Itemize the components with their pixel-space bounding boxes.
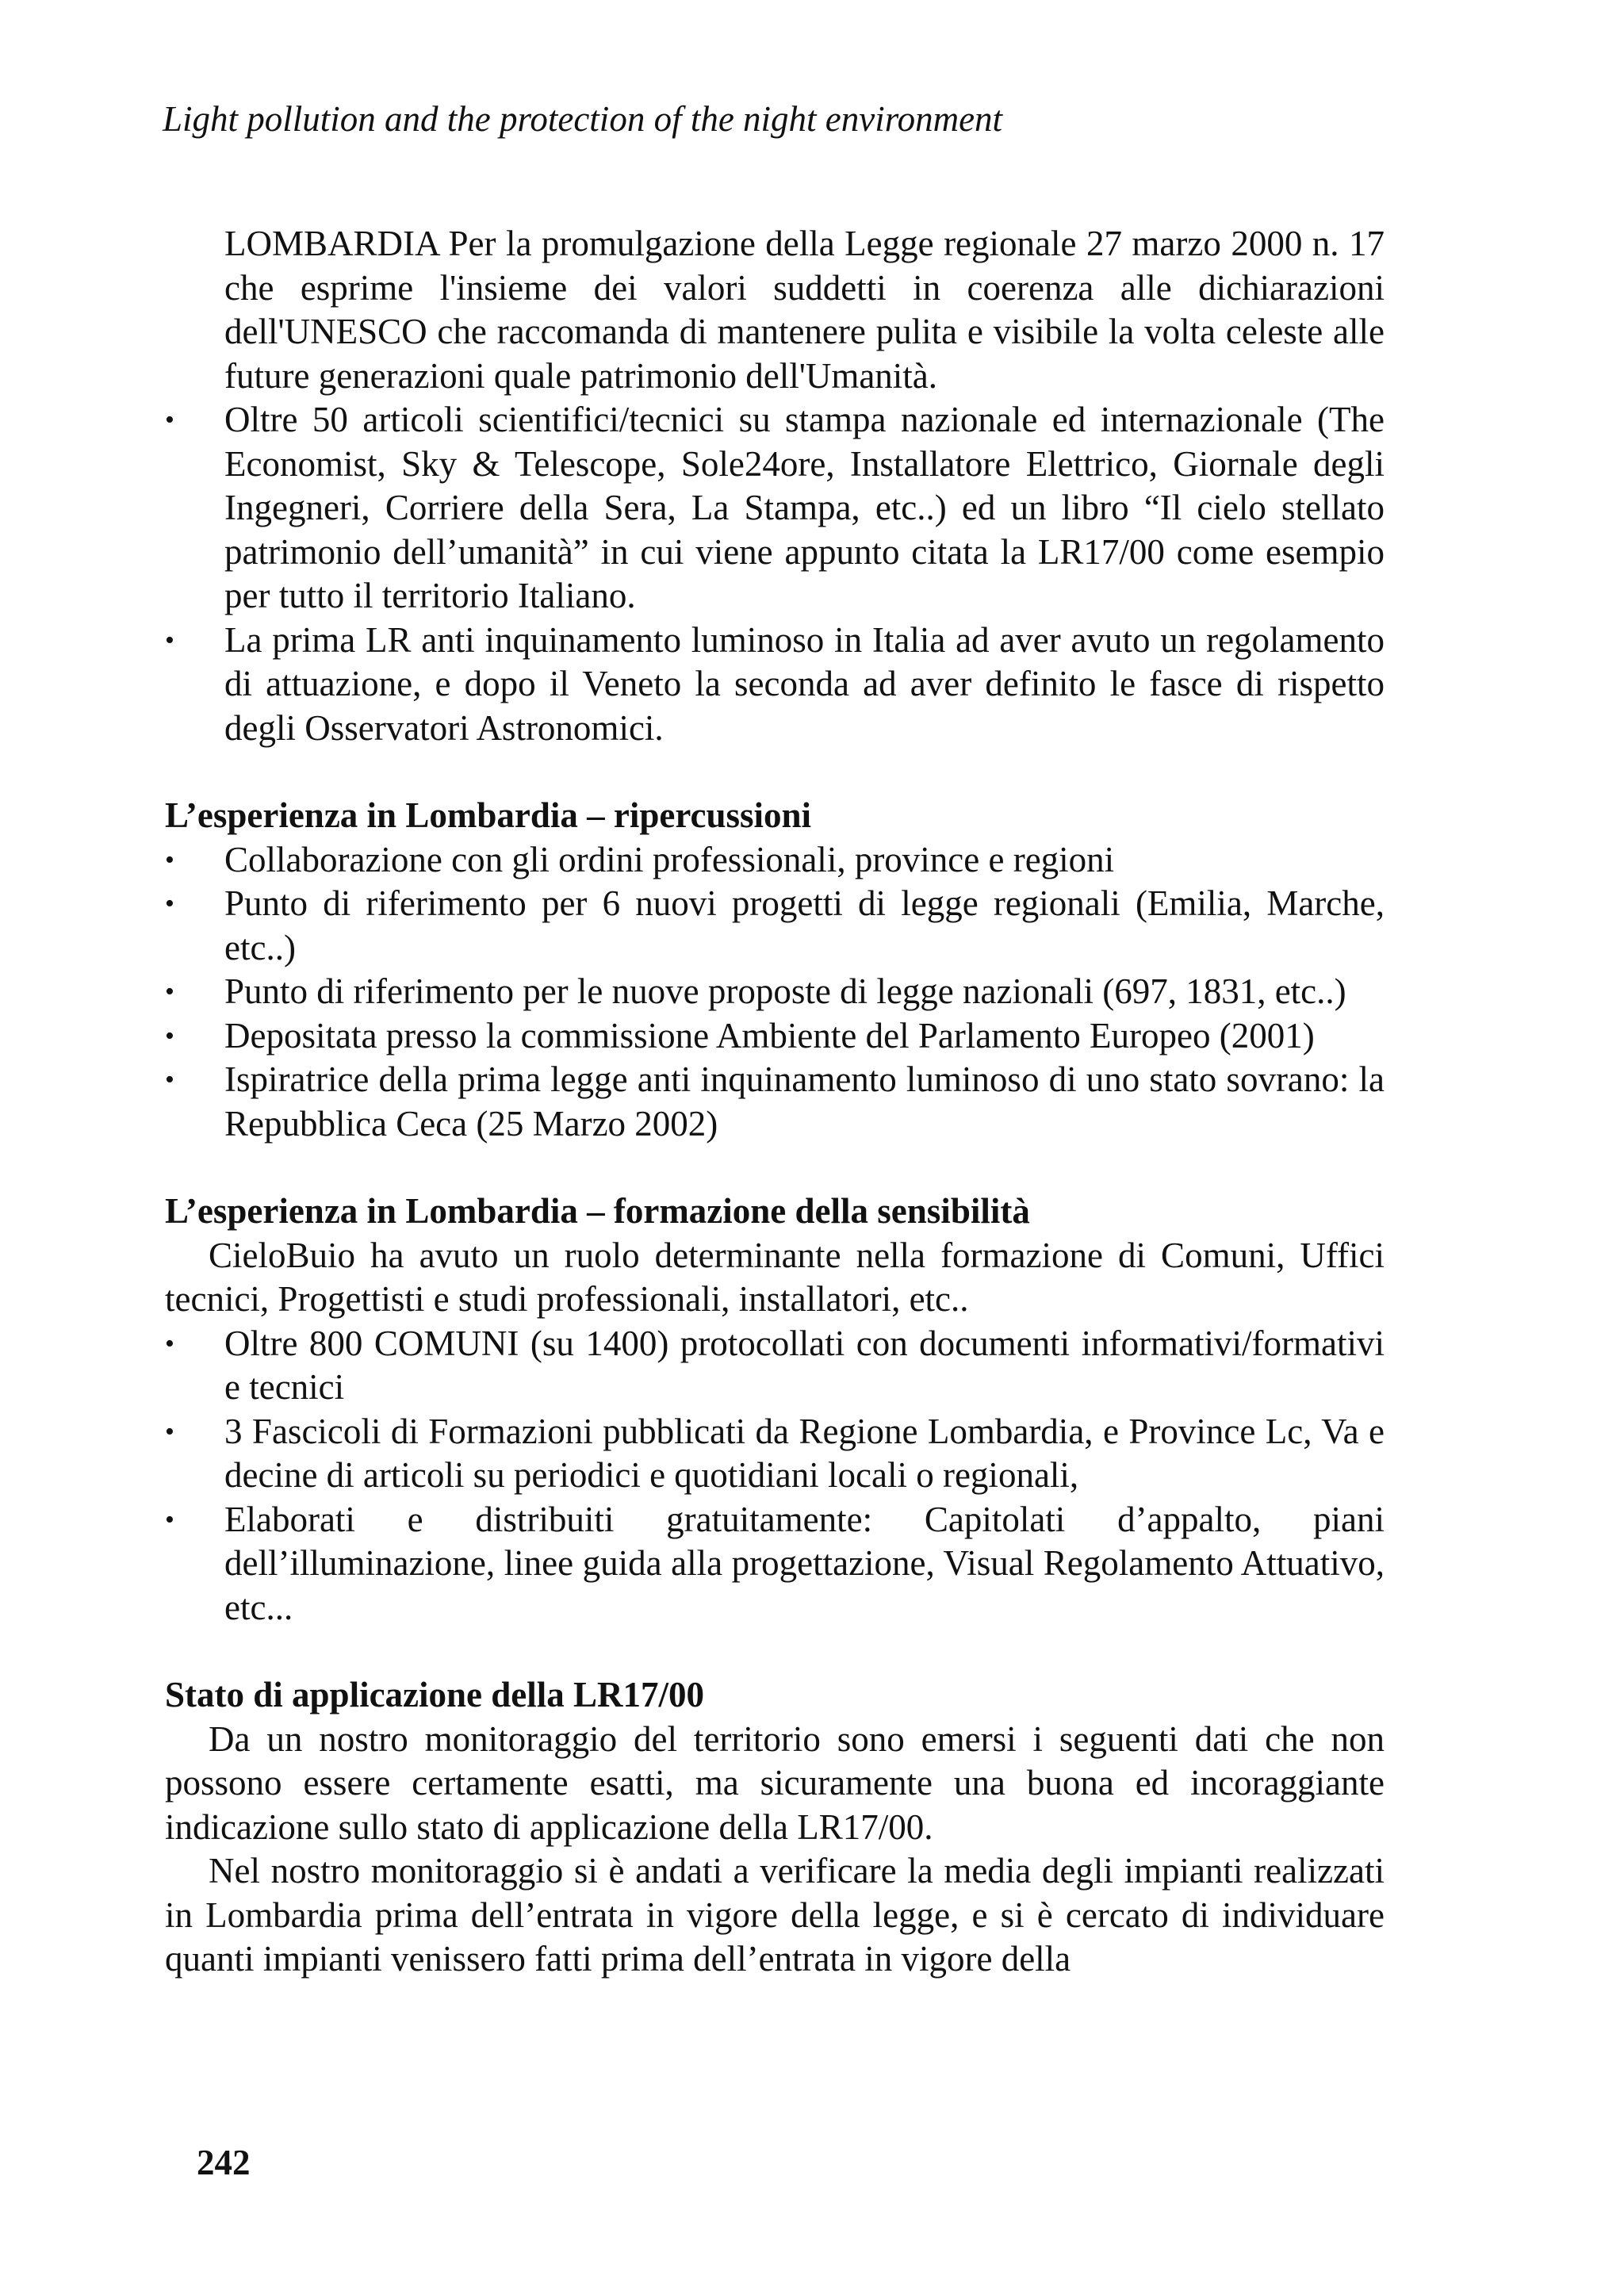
list-item-text: Ispiratrice della prima legge anti inquinamento luminoso di uno stato sovrano: la Repubblica Ceca (25 Marzo 2002) [224, 1059, 1385, 1144]
list-item [165, 970, 1385, 1014]
list-item-text: La prima LR anti inquinamento luminoso in Italia ad aver avuto un regolamento di attuazione, e dopo il Veneto la seconda ad aver definito le fasce di rispetto degli Osservatori Astronomici. [224, 619, 1385, 748]
intro-bullet-list [165, 398, 1385, 750]
section-heading-ripercussioni: L’esperienza in Lombardia – ripercussioni [165, 795, 812, 835]
stato-paragraph: Nel nostro monitoraggio si è andati a verificare la media degli impianti realizzati in Lombardia prima dell’entrata in vigore della legge, e si è cercato di individuare quanti impianti venissero fatti prima dell’entrata in vigore della [165, 1851, 1385, 1979]
bullet-icon: • [165, 1328, 174, 1358]
bullet-icon: • [165, 625, 174, 655]
bullet-icon: • [165, 845, 174, 875]
bullet-icon: • [165, 977, 174, 1006]
list-item [165, 1410, 1385, 1498]
intro-continuation: LOMBARDIA Per la promulgazione della Legge regionale 27 marzo 2000 n. 17 che esprime l'insieme dei valori suddetti in coerenza alle dichiarazioni dell'UNESCO che raccomanda di mantenere pulita e visibile la volta celeste alle future generazioni quale patrimonio dell'Umanità. [224, 224, 1385, 396]
list-item-text: Oltre 800 COMUNI (su 1400) protocollati con documenti informativi/formativi e tecnici [224, 1323, 1385, 1407]
list-item [165, 882, 1385, 970]
bullet-icon: • [165, 1021, 174, 1051]
list-item [165, 398, 1385, 619]
sensibilita-bullet-list [165, 1322, 1385, 1630]
stato-paragraph: Da un nostro monitoraggio del territorio sono emersi i seguenti dati che non possono essere certamente esatti, ma sicuramente una buona ed incoraggiante indicazione sullo stato di applicazione della LR17/00. [165, 1718, 1385, 1847]
list-item-text: Elaborati e distribuiti gratuitamente: Capitolati d’appalto, piani dell’illuminazione, linee guida alla progettazione, Visual Regolamento Attuativo, etc... [224, 1499, 1385, 1627]
bullet-icon: • [165, 1416, 174, 1446]
running-header: Light pollution and the protection of the night environment [163, 99, 1003, 139]
list-item-text: Depositata presso la commissione Ambiente del Parlamento Europeo (2001) [224, 1015, 1315, 1055]
section-spacer [165, 750, 1385, 794]
list-item-text: Punto di riferimento per 6 nuovi progetti di legge regionali (Emilia, Marche, etc..) [224, 883, 1385, 967]
section-spacer [165, 1146, 1385, 1190]
list-item [165, 1322, 1385, 1410]
list-item-text: 3 Fascicoli di Formazioni pubblicati da Regione Lombardia, e Province Lc, Va e decine di articoli su periodici e quotidiani locali o regionali, [224, 1411, 1385, 1495]
list-item [165, 1014, 1385, 1059]
bullet-icon: • [165, 1504, 174, 1534]
ripercussioni-bullet-list [165, 838, 1385, 1147]
list-item [165, 1498, 1385, 1630]
list-item [165, 619, 1385, 751]
list-item-text: Collaborazione con gli ordini professionali, province e regioni [224, 839, 1115, 879]
page-number: 242 [197, 2143, 251, 2182]
sensibilita-paragraph: CieloBuio ha avuto un ruolo determinante nella formazione di Comuni, Uffici tecnici, Progettisti e studi professionali, installatori, etc.. [165, 1235, 1385, 1319]
section-heading-sensibilita: L’esperienza in Lombardia – formazione della sensibilità [165, 1191, 1030, 1231]
bullet-icon: • [165, 1065, 174, 1094]
list-item-text: Punto di riferimento per le nuove proposte di legge nazionali (697, 1831, etc..) [224, 971, 1346, 1011]
bullet-icon: • [165, 405, 174, 435]
list-item [165, 1058, 1385, 1146]
section-heading-stato: Stato di applicazione della LR17/00 [165, 1675, 705, 1714]
list-item [165, 838, 1385, 883]
list-item-text: Oltre 50 articoli scientifici/tecnici su stampa nazionale ed internazionale (The Economist, Sky & Telescope, Sole24ore, Installatore Elettrico, Giornale degli Ingegneri, Corriere della Sera, La Stampa, etc..) ed un libro “Il cielo stellato patrimonio dell’umanità” in cui viene appunto citata la LR17/00 come esempio per tutto il territorio Italiano. [224, 400, 1385, 615]
bullet-icon: • [165, 889, 174, 918]
section-spacer [165, 1630, 1385, 1673]
body-text [165, 222, 1385, 1982]
